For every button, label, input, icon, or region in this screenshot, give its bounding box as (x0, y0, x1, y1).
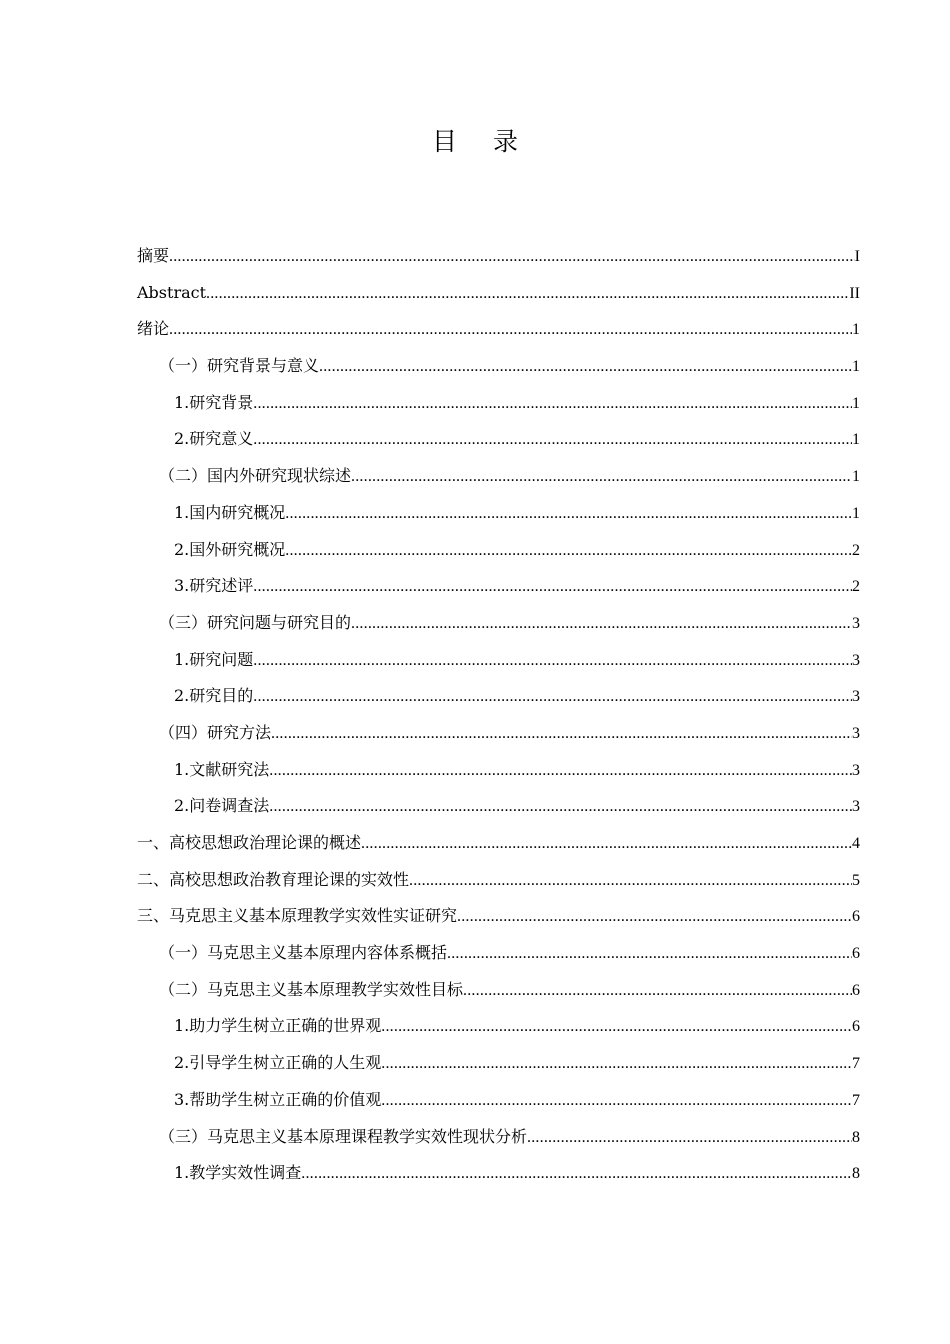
toc-entry[interactable] (137, 862, 860, 899)
toc-entry-page-number: 3 (852, 614, 860, 632)
toc-entry[interactable] (137, 898, 860, 935)
toc-dot-leader (271, 716, 852, 753)
toc-dot-leader (319, 349, 852, 386)
toc-entry-page-number: 5 (852, 871, 860, 889)
toc-entry-label: 2.国外研究概况 (174, 539, 286, 559)
toc-entry[interactable] (137, 275, 860, 312)
toc-entry-page-number: 8 (852, 1128, 860, 1146)
toc-entry-page-number: 3 (852, 798, 860, 816)
toc-dot-leader (253, 679, 852, 716)
toc-entry[interactable] (137, 1082, 860, 1119)
toc-entry-label: （四）研究方法 (159, 722, 272, 742)
toc-dot-leader (381, 1083, 852, 1120)
toc-entry-page-number: 6 (852, 1018, 860, 1036)
toc-dot-leader (351, 459, 852, 496)
toc-entry-page-number: II (849, 284, 860, 302)
toc-entry-page-number: 4 (852, 835, 860, 852)
table-of-contents (137, 238, 860, 1192)
toc-entry-label: 1.助力学生树立正确的世界观 (174, 1016, 382, 1036)
toc-entry[interactable] (137, 495, 860, 532)
toc-entry-label: 一、高校思想政治理论课的概述 (137, 833, 362, 852)
toc-entry-label: （二）国内外研究现状综述 (159, 466, 352, 486)
toc-entry[interactable] (137, 385, 860, 422)
toc-entry[interactable] (137, 1119, 860, 1156)
toc-dot-leader (285, 496, 852, 533)
toc-dot-leader (447, 936, 852, 973)
toc-entry-page-number: 6 (852, 945, 860, 963)
toc-dot-leader (463, 973, 852, 1010)
toc-entry-label: 3.研究述评 (174, 576, 254, 596)
toc-entry[interactable] (137, 935, 860, 972)
toc-entry-page-number: 6 (852, 908, 860, 926)
toc-entry-page-number: 1 (852, 468, 860, 486)
toc-entry-page-number: 1 (852, 431, 860, 449)
toc-entry-label: 3.帮助学生树立正确的价值观 (174, 1089, 382, 1109)
toc-entry-label: （二）马克思主义基本原理教学实效性目标 (159, 979, 464, 999)
toc-entry-label: 1.国内研究概况 (174, 502, 286, 522)
toc-entry[interactable] (137, 678, 860, 715)
toc-entry-label: 1.文献研究法 (174, 759, 270, 779)
toc-entry-label: 1.教学实效性调查 (174, 1163, 302, 1183)
toc-dot-leader (381, 1046, 852, 1083)
toc-entry-page-number: 2 (852, 578, 860, 596)
toc-entry-label: （三）研究问题与研究目的 (159, 612, 352, 632)
toc-dot-leader (253, 643, 852, 680)
toc-dot-leader (409, 863, 852, 900)
toc-entry-label: （三）马克思主义基本原理课程教学实效性现状分析 (159, 1126, 528, 1146)
toc-entry[interactable] (137, 1045, 860, 1082)
toc-entry[interactable] (137, 752, 860, 789)
toc-entry-page-number: 2 (852, 541, 860, 559)
toc-entry[interactable] (137, 458, 860, 495)
toc-dot-leader (361, 826, 852, 863)
toc-entry[interactable] (137, 1155, 860, 1192)
toc-entry-page-number: 3 (852, 688, 860, 706)
toc-dot-leader (381, 1009, 852, 1046)
toc-entry-label: （一）马克思主义基本原理内容体系概括 (159, 943, 448, 963)
toc-dot-leader (269, 753, 852, 790)
toc-dot-leader (206, 276, 849, 313)
toc-dot-leader (253, 569, 852, 606)
toc-entry-label: （一）研究背景与意义 (159, 356, 320, 376)
toc-entry-label: Abstract (137, 282, 207, 302)
toc-entry-page-number: 1 (852, 358, 860, 376)
toc-entry[interactable] (137, 532, 860, 569)
toc-entry-page-number: 3 (852, 724, 860, 742)
toc-entry-label: 1.研究背景 (174, 392, 254, 412)
toc-dot-leader (169, 312, 852, 349)
toc-dot-leader (527, 1120, 852, 1157)
toc-entry-label: 2.研究目的 (174, 686, 254, 706)
toc-entry-page-number: 8 (852, 1165, 860, 1183)
toc-entry-label: 二、高校思想政治教育理论课的实效性 (137, 869, 410, 889)
toc-entry-label: 2.引导学生树立正确的人生观 (174, 1053, 382, 1073)
toc-dot-leader (285, 533, 852, 570)
toc-entry-page-number: 1 (852, 394, 860, 412)
toc-entry-page-number: 1 (852, 504, 860, 522)
toc-entry[interactable] (137, 1008, 860, 1045)
toc-dot-leader (269, 789, 852, 826)
toc-entry[interactable] (137, 421, 860, 458)
toc-entry-label: 三、马克思主义基本原理教学实效性实证研究 (137, 906, 458, 926)
toc-dot-leader (253, 386, 852, 423)
toc-entry[interactable] (137, 715, 860, 752)
toc-entry-page-number: 3 (852, 761, 860, 779)
toc-entry-page-number: 1 (852, 321, 860, 339)
toc-title: 目 录 (432, 127, 532, 156)
toc-dot-leader (457, 899, 852, 936)
toc-entry[interactable] (137, 568, 860, 605)
toc-entry[interactable] (137, 348, 860, 385)
toc-dot-leader (253, 422, 852, 459)
toc-entry[interactable] (137, 825, 860, 862)
toc-entry[interactable] (137, 972, 860, 1009)
toc-entry-page-number: 7 (852, 1091, 860, 1109)
toc-dot-leader (301, 1156, 852, 1193)
toc-dot-leader (351, 606, 852, 643)
toc-entry-page-number: 7 (852, 1055, 860, 1073)
toc-entry-page-number: I (854, 248, 860, 265)
toc-entry-page-number: 3 (852, 651, 860, 669)
toc-dot-leader (169, 239, 855, 276)
toc-entry-label: 1.研究问题 (174, 649, 254, 669)
toc-entry-label: 绪论 (137, 319, 170, 339)
toc-entry-label: 2.问卷调查法 (174, 796, 270, 816)
toc-entry-label: 2.研究意义 (174, 429, 254, 449)
toc-entry[interactable] (137, 238, 860, 275)
toc-entry[interactable] (137, 311, 860, 348)
toc-entry[interactable] (137, 788, 860, 825)
toc-entry[interactable] (137, 642, 860, 679)
toc-entry[interactable] (137, 605, 860, 642)
toc-entry-label: 摘要 (137, 246, 170, 265)
toc-entry-page-number: 6 (852, 981, 860, 999)
